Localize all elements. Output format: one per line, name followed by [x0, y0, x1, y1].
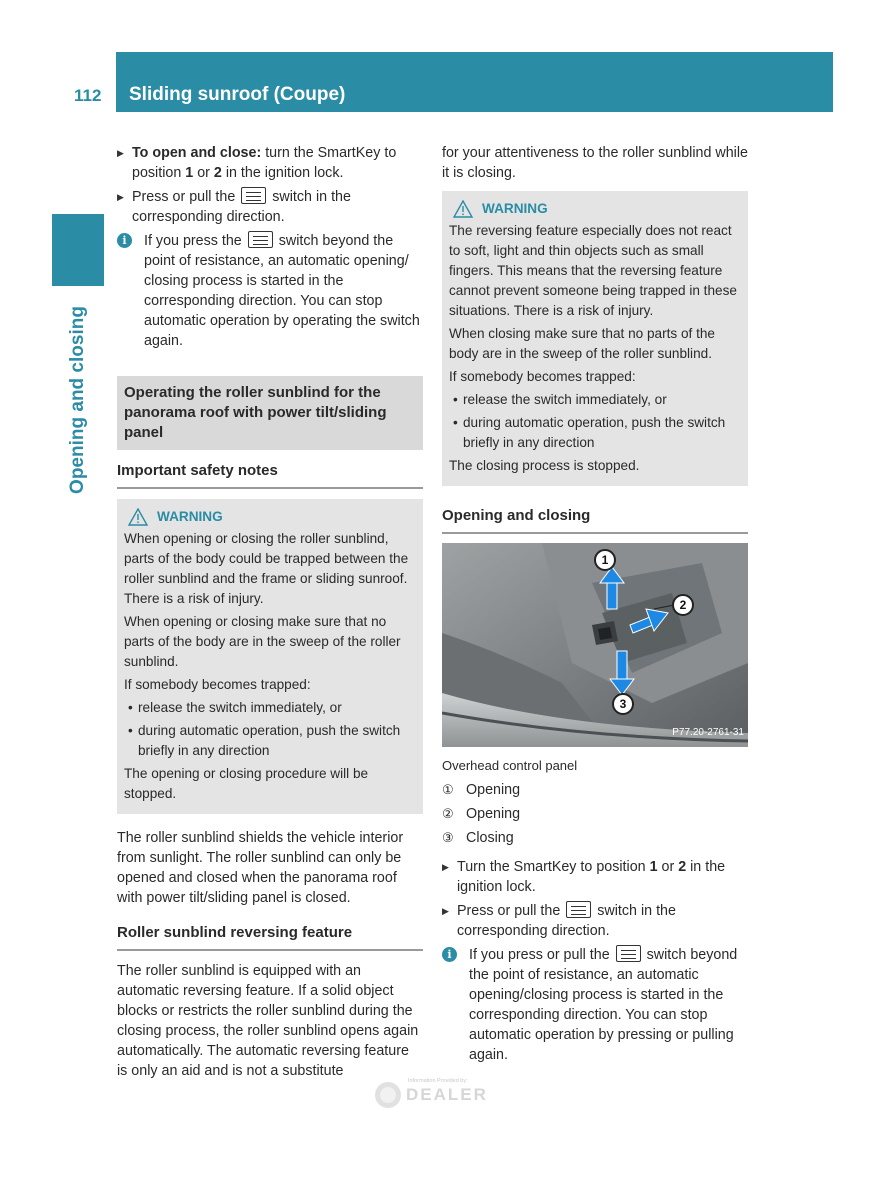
warning-bullet: • during automatic operation, push the switch briefly in any direction [124, 721, 416, 761]
info-text-part: If you press the [144, 233, 242, 249]
watermark-small-text: Information Provided by: [408, 1078, 468, 1084]
info-text-part: If you press or pull the [469, 947, 610, 963]
warning-triangle-icon [453, 200, 473, 218]
warning-title-text: WARNING [482, 201, 548, 216]
step-text: Press or pull the [457, 903, 561, 919]
warning-bullet: • during automatic operation, push the switch briefly in any direction [449, 413, 741, 453]
callout-1: 1 [594, 549, 616, 571]
step-text: or [193, 165, 214, 181]
step-text: or [657, 859, 679, 875]
switch-icon [616, 945, 641, 962]
page-title: Sliding sunroof (Coupe) [129, 84, 346, 105]
step-lead: To open and close: [132, 145, 262, 161]
overhead-control-panel-photo [442, 543, 748, 747]
callout-2: 2 [672, 594, 694, 616]
watermark-brand-text: DEALER [406, 1085, 488, 1104]
warning-text: When closing make sure that no parts of the body are in the sweep of the roller sunblind. [449, 326, 715, 361]
switch-icon [241, 187, 266, 204]
info-icon: i [117, 233, 132, 248]
photo-code: P77.20-2761-31 [672, 727, 744, 738]
section-heading: Operating the roller sunblind for the panorama roof with power tilt/sliding panel [117, 376, 423, 450]
warning-text: If somebody becomes trapped: [449, 369, 636, 384]
legend-item [442, 828, 748, 848]
section-tab-marker [52, 214, 104, 286]
position-value: 2 [213, 165, 222, 181]
left-column [117, 143, 423, 1081]
legend-label: Opening [466, 782, 521, 798]
warning-box [442, 191, 748, 486]
warning-title [128, 507, 416, 527]
legend-number: ③ [442, 830, 454, 845]
warning-title [453, 199, 741, 219]
switch-icon [566, 901, 591, 918]
step-text: Press or pull the [132, 189, 236, 205]
instruction-step [442, 857, 748, 897]
legend-number: ② [442, 806, 454, 821]
info-note [442, 945, 748, 1065]
info-icon: i [442, 947, 457, 962]
instruction-step [117, 143, 423, 183]
page-number: 112 [74, 86, 102, 105]
step-text: switch in the corresponding direction. [457, 903, 676, 939]
warning-box [117, 499, 423, 814]
dealer-watermark-logo [372, 1073, 502, 1113]
subheading-opening-closing: Opening and closing [442, 506, 748, 534]
warning-bullet: • release the switch immediately, or [449, 390, 741, 410]
step-text: turn the SmartKey to position [132, 145, 397, 181]
warning-text: When opening or closing the roller sunblind, parts of the body could be trapped between the roller sunblind and the frame or sliding sunroof. There is a risk of injury. [124, 531, 409, 606]
warning-title-text: WARNING [157, 509, 223, 524]
info-text [457, 945, 748, 1065]
photo-illustration [442, 543, 748, 747]
right-column [442, 143, 748, 1069]
position-value: 1 [649, 859, 658, 875]
warning-triangle-icon [128, 508, 148, 526]
warning-text: When opening or closing make sure that no parts of the body are in the sweep of the roller sunblind. [124, 614, 401, 669]
instruction-step [117, 187, 423, 227]
legend-label: Closing [466, 830, 514, 846]
legend-number: ① [442, 782, 454, 797]
legend-item [442, 804, 748, 824]
body-paragraph: for your attentiveness to the roller sunblind while it is closing. [442, 145, 748, 181]
legend-item [442, 780, 748, 800]
warning-bullet: • release the switch immediately, or [124, 698, 416, 718]
position-value: 1 [185, 165, 194, 181]
step-text: in the ignition lock. [457, 859, 726, 895]
legend-label: Opening [466, 806, 521, 822]
position-value: 2 [678, 859, 687, 875]
step-text: in the ignition lock. [221, 165, 344, 181]
body-paragraph: The roller sunblind is equipped with an automatic reversing feature. If a solid object blocks or restricts the roller sunblind during the closing process, the roller sunblind opens again automatically. The automatic reversing feature is only an aid and is not a substitute [117, 963, 419, 1079]
step-text: switch in the corresponding direction. [132, 189, 351, 225]
warning-text: The closing process is stopped. [449, 458, 640, 473]
switch-icon [248, 231, 273, 248]
warning-text: If somebody becomes trapped: [124, 677, 311, 692]
warning-text: The reversing feature especially does not react to soft, light and thin objects such as small fingers. This means that the reversing feature cannot prevent someone being trapped in these situations. There is a risk of injury. [449, 223, 737, 318]
photo-caption: Overhead control panel [442, 758, 578, 773]
info-text-part: switch beyond the point of resistance, an automatic opening/ closing process is started in the corresponding direction. You can stop automatic operation by operating the switch again. [144, 233, 420, 349]
info-note [117, 231, 423, 351]
section-tab-label: Opening and closing [67, 306, 88, 494]
instruction-step [442, 901, 748, 941]
subheading-reversing: Roller sunblind reversing feature [117, 923, 423, 951]
step-text: Turn the SmartKey to position [457, 859, 650, 875]
info-text [132, 231, 423, 351]
callout-3: 3 [612, 693, 634, 715]
info-text-part: switch beyond the point of resistance, an automatic opening/closing process is started in the corresponding direction. You can stop automatic operation by pressing or pulling again. [469, 947, 738, 1063]
subheading-safety: Important safety notes [117, 461, 423, 489]
body-paragraph: The roller sunblind shields the vehicle interior from sunlight. The roller sunblind can only be opened and closed when the panorama roof with power tilt/sliding panel is closed. [117, 830, 404, 906]
warning-text: The opening or closing procedure will be stopped. [124, 766, 369, 801]
